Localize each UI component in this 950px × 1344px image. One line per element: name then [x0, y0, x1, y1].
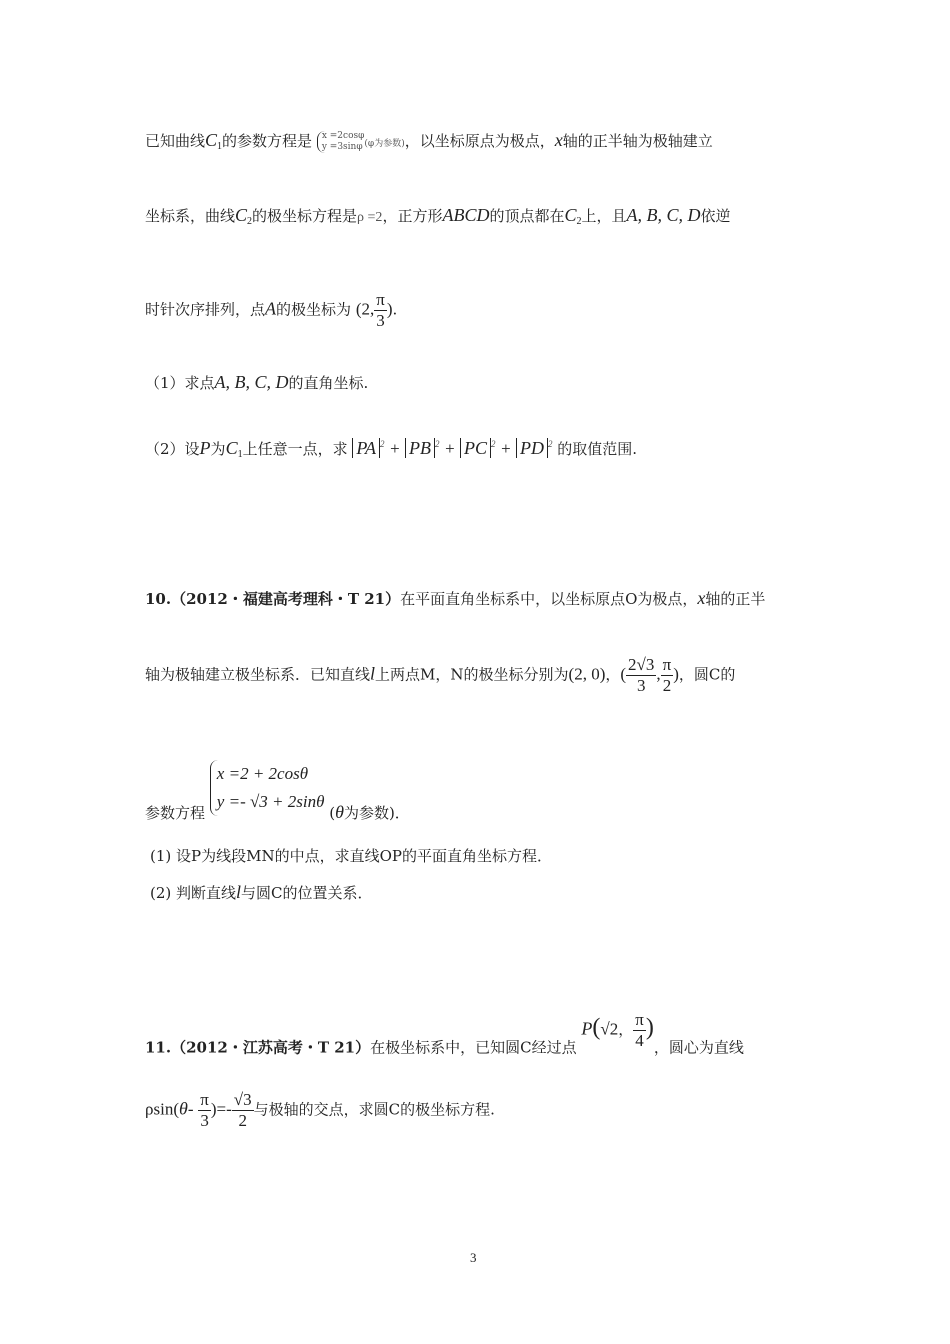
p9-question-1: （1）求点A, B, C, D的直角坐标. [145, 372, 369, 392]
p9-line-1: 已知曲线$C_1$的参数方程是 x =2cosφ y =3sinφ (φ为参数)，以坐标原点为极点，x轴的正半轴为极轴建立 [145, 130, 713, 152]
p10-line-3: 参数方程 x =2 + 2cosθ y =- √3 + 2sinθ (θ为参数)． [145, 760, 410, 823]
frac-root3-2: $\frac{√3}{2}$ [233, 1090, 252, 1130]
p10-heading: 10.（2012・福建高考理科・T 21） [145, 590, 401, 608]
frac-pi-4: $\frac{\pi}{4}$ [635, 1010, 644, 1050]
p10-line-2: 轴为极轴建立极坐标系．已知直线l上两点M，N的极坐标分别为(2, 0)，( $\frac{2√3}{3}$ , $\frac{\pi}{2}$ )，圆C的 [145, 655, 736, 695]
p11-line-2: ρsin(θ- $\frac{\pi}{3}$ )=- $\frac{√3}{2}$ 与极轴的交点，求圆C的极坐标方程. [145, 1090, 495, 1130]
p9-question-2: （2）设P为$C_1$上任意一点，求 PA $^2$ + PB $^2$ + PC $^2$ + PD $^2$ 的取值范围. [145, 438, 638, 460]
math-c1: $C_1$ [205, 130, 223, 152]
page-number: 3 [470, 1250, 477, 1265]
sum-of-squares-expr: PA $^2$ + PB $^2$ + PC $^2$ + PD $^2$ [352, 438, 552, 458]
param-system-circle: x =2 + 2cosθ y =- √3 + 2sinθ [210, 760, 325, 816]
p9-line-2: 坐标系，曲线$C_2$的极坐标方程是ρ =2，正方形ABCD的顶点都在$C_2$上，且A, B, C, D依逆 [145, 205, 731, 227]
frac-pi-3b: $\frac{\pi}{3}$ [200, 1090, 209, 1130]
p11-heading: 11.（2012・江苏高考・T 21） [145, 1038, 371, 1057]
frac-2root3-3: $\frac{2√3}{3}$ [628, 655, 655, 695]
frac-pi-3: $\frac{\pi}{3}$ [376, 290, 385, 330]
param-system-c1: x =2cosφ y =3sinφ [317, 131, 365, 153]
p10-question-1: (1) 设P为线段MN的中点，求直线OP的平面直角坐标方程． [150, 847, 552, 865]
p10-line-1: 10.（2012・福建高考理科・T 21）在平面直角坐标系中，以坐标原点O为极点，x轴的正半 [145, 588, 766, 608]
math-c2: $C_2$ [235, 205, 253, 227]
p9-line-3: 时针次序排列，点A的极坐标为 (2, $\frac{\pi}{3}$ ). [145, 290, 398, 330]
frac-pi-2: $\frac{\pi}{2}$ [662, 655, 672, 695]
p11-line-1: 11.（2012・江苏高考・T 21）在极坐标系中，已知圆C经过点 P(√2， $\frac{\pi}{4}$ )，圆心为直线 [145, 1010, 744, 1057]
p10-question-2: (2) 判断直线l与圆C的位置关系． [150, 882, 373, 902]
